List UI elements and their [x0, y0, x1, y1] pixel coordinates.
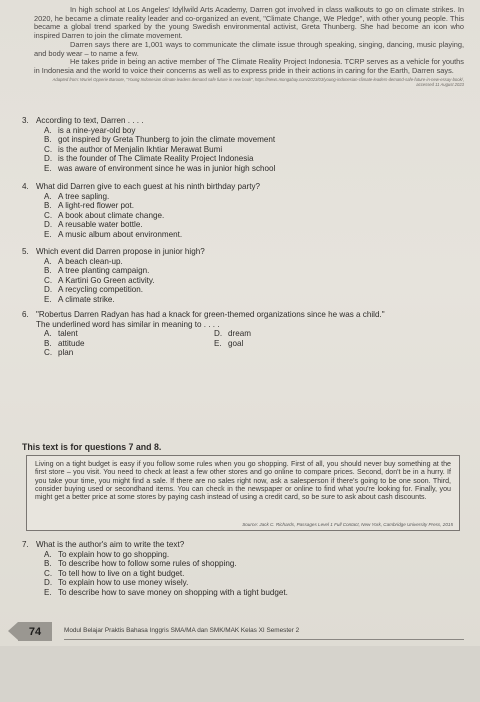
question-number: 4.: [22, 182, 29, 191]
option-letter: E.: [214, 338, 222, 348]
section-heading: This text is for questions 7 and 8.: [22, 442, 162, 452]
question-4: [22, 182, 462, 240]
option-text: plan: [58, 348, 74, 358]
option-text: To explain how to go shopping.: [58, 549, 170, 559]
option-letter: C.: [44, 568, 53, 578]
question-text: "Robertus Darren Radyan has had a knack for green-themed organizations since he was a child.": [36, 310, 385, 319]
option-text: To describe how to follow some rules of shopping.: [58, 559, 237, 569]
option: [44, 154, 462, 164]
option-letter: C.: [44, 210, 53, 220]
intro-citation: Adapted from: Wuriel Opperie Baroote, "Young Indonesian climate leaders demand safe future in new book", https://news.mongabay.com/2023/03/young-indonesian-climate-leaders-demand-safe-future-in-new-essay-book/, accessed 11 August 2023: [52, 76, 464, 87]
option: [44, 569, 462, 579]
option-text: is a nine-year-old boy: [58, 125, 136, 135]
option-letter: E.: [44, 163, 52, 173]
passage-source: Source: Jack C. Richards, Passages Level 1 Full Contact, New York, Cambridge University Press, 2015: [242, 522, 453, 527]
option-letter: B.: [44, 201, 52, 211]
option: [44, 145, 462, 155]
option: [44, 559, 462, 569]
option: [44, 257, 462, 267]
option: [44, 135, 462, 145]
intro-paragraph-3: He takes pride in being an active member of The Climate Reality Project Indonesia. TCRP serves as a vehicle for youths in Indonesia and the world to voice their concerns as well as to express pride in their actions in caring for the Earth, Darren says.: [34, 57, 464, 75]
option-letter: A.: [44, 549, 52, 559]
option-text: A reusable water bottle.: [58, 220, 143, 230]
option-letter: B.: [44, 338, 52, 348]
question-number: 5.: [22, 247, 29, 256]
page-footer: [0, 622, 480, 642]
option: [44, 276, 462, 286]
option-letter: A.: [44, 191, 52, 201]
option-text: A music album about environment.: [58, 229, 183, 239]
intro-paragraph-2: Darren says there are 1,001 ways to communicate the climate issue through speaking, singing, dancing, music playing, and body wear – to name a few.: [34, 39, 464, 58]
question-text: What is the author's aim to write the text?: [36, 540, 185, 549]
option: [44, 329, 214, 339]
option-text: To explain how to use money wisely.: [58, 578, 189, 588]
option-text: A climate strike.: [58, 294, 115, 304]
question-text: According to text, Darren . . . .: [36, 116, 144, 125]
option: [44, 588, 462, 598]
option: [44, 220, 462, 230]
footer-book-title: Modul Belajar Praktis Bahasa Inggris SMA/MA dan SMK/MAK Kelas XI Semester 2: [64, 624, 464, 640]
question-7: [22, 540, 462, 598]
option: [44, 339, 214, 349]
option-letter: D.: [44, 578, 53, 588]
option-letter: C.: [44, 348, 53, 358]
question-3: [22, 116, 462, 174]
option-letter: C.: [44, 275, 53, 285]
option: [44, 126, 462, 136]
option-letter: E.: [44, 587, 52, 597]
option-letter: B.: [44, 559, 52, 569]
option: [44, 164, 462, 174]
passage-paragraph: Living on a tight budget is easy if you follow some rules when you go shopping. First of all, you should never buy something at the first store – you visit. You need to check at least a few other stores and go online to compare prices. Second, don't be in a hurry. If you take your time, you might find a sale. If there are no sales right now, ask a salesperson if there's going to be one soon. Third, consider buying used or secondhand items. You can check in the newspaper or online to find what you're looking for. Finally, you might get a better price at some stores by paying cash instead of using a credit card, so be sure to ask about cash discounts.: [35, 460, 451, 502]
option-letter: A.: [44, 329, 52, 339]
blank-margin: [0, 646, 480, 702]
option-text: A tree sapling.: [58, 191, 110, 201]
option: [214, 329, 334, 339]
option-text: is the founder of The Climate Reality Project Indonesia: [58, 154, 254, 164]
option: [44, 285, 462, 295]
question-6: [22, 310, 462, 358]
option-text: A beach clean-up.: [58, 256, 123, 266]
option-text: dream: [228, 329, 251, 339]
option-letter: D.: [214, 329, 223, 339]
option-letter: A.: [44, 125, 52, 135]
option-letter: C.: [44, 144, 53, 154]
options-two-column: [44, 329, 462, 358]
option: [44, 348, 214, 358]
page-number: 74: [18, 622, 52, 641]
option-text: talent: [58, 329, 78, 339]
option-letter: B.: [44, 135, 52, 145]
question-number: 3.: [22, 116, 29, 125]
option-text: goal: [228, 338, 244, 348]
option-text: attitude: [58, 338, 85, 348]
option-letter: B.: [44, 266, 52, 276]
option-letter: E.: [44, 294, 52, 304]
option-letter: E.: [44, 229, 52, 239]
option: [44, 578, 462, 588]
option-letter: D.: [44, 285, 53, 295]
option-text: A book about climate change.: [58, 210, 165, 220]
intro-passage: [34, 6, 464, 87]
option: [44, 550, 462, 560]
passage-box: [26, 455, 460, 531]
option-letter: D.: [44, 154, 53, 164]
option-text: A Kartini Go Green activity.: [58, 275, 155, 285]
option-text: A recycling competition.: [58, 285, 144, 295]
intro-paragraph-1: In high school at Los Angeles' Idyllwild Arts Academy, Darren got involved in class walkouts to go on climate strikes. In 2020, he became a climate reality leader and co-organized an event, "Climate Change, We Pledge", with other young people. This became a global trend sparked by the young Swedish environmental activist, Greta Thunberg. She had become an icon who inspired Darren to join the climate movement.: [34, 5, 464, 41]
option-text: A light-red flower pot.: [58, 201, 135, 211]
option-text: got inspired by Greta Thunberg to join the climate movement: [58, 135, 276, 145]
option: [44, 230, 462, 240]
option-letter: A.: [44, 256, 52, 266]
question-5: [22, 247, 462, 305]
option: [44, 192, 462, 202]
option-text: To describe how to save money on shopping with a tight budget.: [58, 587, 288, 597]
option: [214, 339, 334, 349]
passage-text: [35, 460, 451, 501]
option-text: A tree planting campaign.: [58, 266, 150, 276]
question-text: What did Darren give to each guest at his ninth birthday party?: [36, 182, 261, 191]
option-text: was aware of environment since he was in junior high school: [58, 163, 276, 173]
question-text: Which event did Darren propose in junior high?: [36, 247, 205, 256]
option-letter: D.: [44, 220, 53, 230]
option-text: is the author of Menjalin Ikhtiar Merawat Bumi: [58, 144, 223, 154]
option: [44, 266, 462, 276]
question-number: 7.: [22, 540, 29, 549]
option: [44, 295, 462, 305]
option: [44, 211, 462, 221]
question-number: 6.: [22, 310, 29, 319]
option-text: To tell how to live on a tight budget.: [58, 568, 185, 578]
option: [44, 201, 462, 211]
question-instruction: The underlined word has similar in meaning to . . . .: [36, 319, 220, 329]
